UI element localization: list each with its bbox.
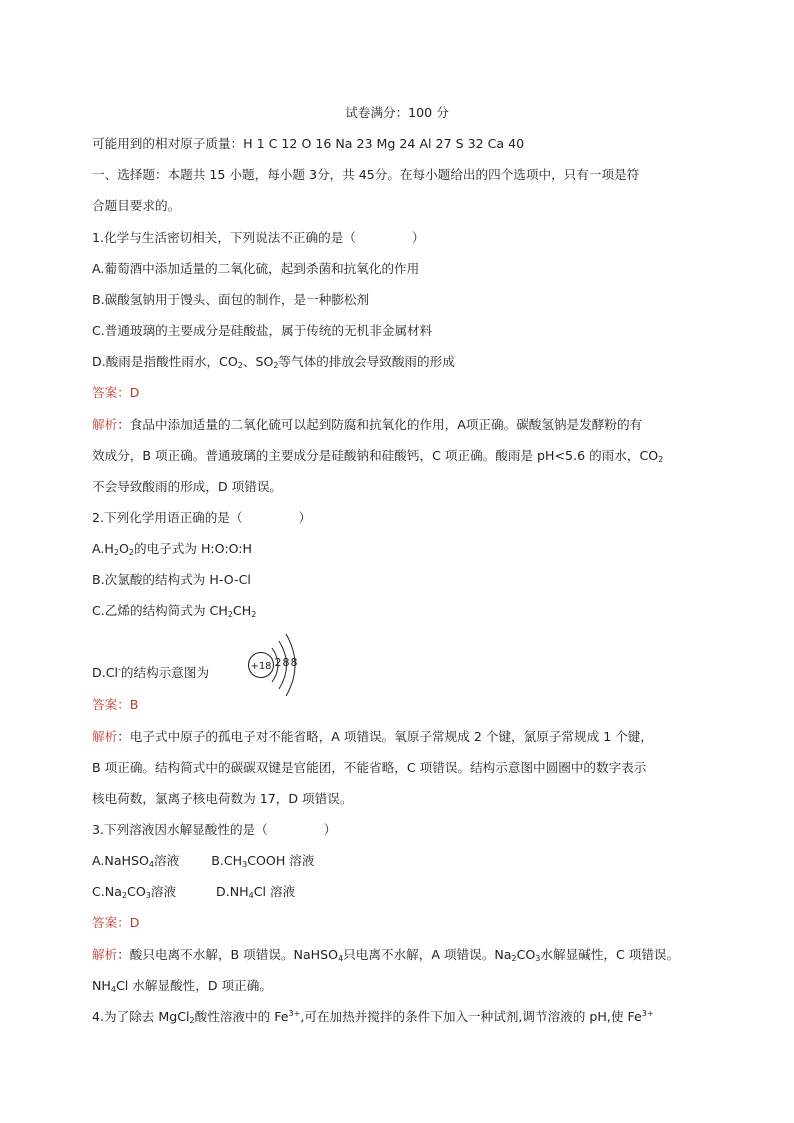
q1-option-a: A.葡萄酒中添加适量的二氧化硫，起到杀菌和抗氧化的作用 [92,261,420,276]
q2-option-d: D.Cl-的结构示意图为 [92,665,210,680]
q3-option-b: $B.CH_3COOH$ 溶液 [211,853,315,869]
q3-options-cd [92,883,704,901]
q3-option-a: A.NaHSO$_4$溶液 [92,853,180,869]
q3-stem: 3.下列溶液因水解显酸性的是（ ） [92,822,337,837]
q1-stem: 1.化学与生活密切相关，下列说法不正确的是（ ） [92,230,425,245]
q3-analysis-line2: $NH_4Cl$ 水解显酸性，D 项正确。 [92,978,272,994]
q1-analysis-line1: 解析：食品中添加适量的二氧化硫可以起到防腐和抗氧化的作用，A项正确。碳酸氢钠是发酵粉的有 [92,417,643,432]
section-heading-line2: 合题目要求的。 [92,198,181,213]
atomic-masses: 可能用到的相对原子质量：H 1 C 12 O 16 Na 23 Mg 24 Al 27 S 32 Ca 40 [92,136,525,151]
section-heading-line1: 一、选择题：本题共 15 小题，每小题 3分，共 45分。在每小题给出的四个选项中，只有一项是符 [92,167,640,182]
nucleus-charge: +18 [250,661,272,672]
q2-analysis-line2: B 项正确。结构简式中的碳碳双键是官能团，不能省略，C 项错误。结构示意图中圆圈中的数字表示 [92,760,647,775]
shell-electrons-3: 8 [290,656,298,669]
chloride-ion-structure-diagram [238,632,318,698]
q3-option-d: $D.NH_4Cl$ 溶液 [216,884,296,900]
q2-analysis-line1: 解析：电子式中原子的孤电子对不能省略，A 项错误。氧原子常规成 2 个键，氯原子常规成 1 个键， [92,729,653,744]
q2-option-c: C.乙烯的结构简式为 $CH_2CH_2$ [92,603,257,619]
q2-analysis-line3: 核电荷数，氯离子核电荷数为 17，D 项错误。 [92,791,353,806]
q3-analysis-line1: 解析：酸只电离不水解，B 项错误。NaHSO$_4$只电离不水解，A 项错误。$Na_2CO_3$水解显碱性，C 项错误。 [92,947,680,963]
q3-answer: 答案：D [92,915,140,930]
q2-stem: 2.下列化学用语正确的是（ ） [92,510,312,525]
q4-stem: 4.为了除去 MgCl$_2$酸性溶液中的 $Fe^{3+}$,可在加热并搅拌的条件下加入一种试剂,调节溶液的 pH,使 $Fe^{3+}$ [92,1009,654,1025]
q1-option-b: B.碳酸氢钠用于馒头、面包的制作，是一种膨松剂 [92,292,370,307]
q2-answer: 答案：B [92,697,139,712]
shell-electrons-1: 2 [274,656,282,669]
q2-option-b: B.次氯酸的结构式为 H-O-Cl [92,572,251,587]
q1-option-c: C.普通玻璃的主要成分是硅酸盐，属于传统的无机非金属材料 [92,323,433,338]
q3-options-ab [92,852,704,870]
q3-option-c: $C.Na_2CO_3$溶液 [92,884,177,900]
q1-analysis-line3: 不会导致酸雨的形成，D 项错误。 [92,479,283,494]
full-score: 试卷满分：100 分 [345,105,449,120]
q2-option-a: $A.H_2O_2$的电子式为 H:O:O:H [92,541,253,557]
q1-option-d: D.酸雨是指酸性雨水，$CO_2$、$SO_2$等气体的排放会导致酸雨的形成 [92,354,455,370]
q1-answer: 答案：D [92,385,140,400]
shell-electrons-2: 8 [282,656,290,669]
q1-analysis-line2: 效成分，B 项正确。普通玻璃的主要成分是硅酸钠和硅酸钙，C 项正确。酸雨是 pH<5.6 的雨水，$CO_2$ [92,448,664,464]
